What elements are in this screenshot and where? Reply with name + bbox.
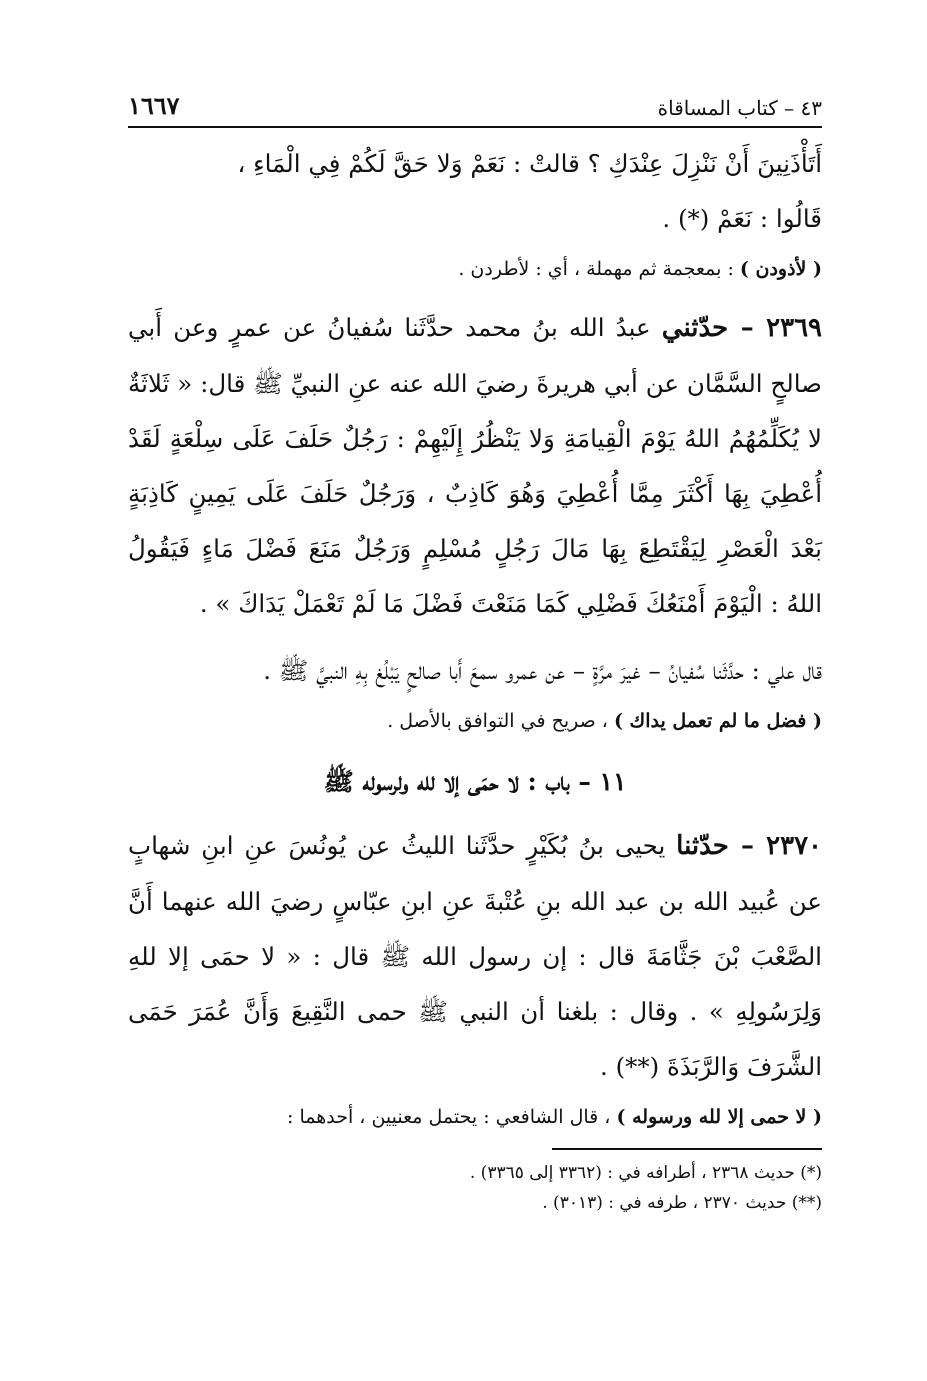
- hadith-2369-text: عبدُ الله بنُ محمد حدَّثَنا سُفيانُ عن عمرٍ وعن أَبي صالحٍ السَّمَّان عن أبي هريرةَ رضيَ الله عنه عنِ النبيِّ ﷺ قال: « ثَلاثَةٌ لا يُكَلِّمُهُمُ اللهُ يَوْمَ الْقِيامَةِ وَلا يَنْظُرُ إِلَيْهِمْ : رَجُلٌ حَلَفَ عَلَى سِلْعَةٍ لَقَدْ أُعْطِيَ بِهَا أَكْثَرَ مِمَّا أُعْطِيَ وَهُوَ كَاذِبٌ ، وَرَجُلٌ حَلَفَ عَلَى يَمِينٍ كَاذِبَةٍ بَعْدَ الْعَصْرِ لِيَقْتَطِعَ بِهَا مَالَ رَجُلٍ مُسْلِمٍ وَرَجُلٌ مَنَعَ فَضْلَ مَاءٍ فَيَقُولُ اللهُ : الْيَوْمَ أَمْنَعُكَ فَضْلِي كَمَا مَنَعْتَ فَضْلَ مَا لَمْ تَعْمَلْ يَدَاكَ » .: [128, 313, 822, 618]
- commentary-text-3: ، قال الشافعي : يحتمل معنيين ، أحدهما :: [287, 1106, 617, 1128]
- continued-text: [128, 136, 822, 246]
- page-header: [128, 84, 822, 120]
- chapter-title: ٤٣ – كتاب المساقاة: [657, 96, 822, 120]
- hadith-2370: [128, 818, 822, 1094]
- commentary-note-1: [128, 252, 822, 286]
- chapter-heading: ١١ – باب : لا حمَى إلا لله ولرسوله ﷺ: [323, 767, 627, 796]
- hadith-2370-text: يحيى بنُ بُكَيْرٍ حدَّثَنا الليثُ عن يُونُسَ عنِ ابنِ شهابٍ عن عُبيد الله بن عبد الله بنِ عُتْبةَ عنِ ابنِ عبّاسٍ رضيَ الله عنهما أَنَّ الصَّعْبَ بْنَ جَثَّامَةَ قال : إن رسول الله ﷺ قال : « لا حمَى إلا للهِ وَلِرَسُولِهِ » . وقال : بلغنا أن النبي ﷺ حمى النَّقِيعَ وَأَنَّ عُمَرَ حَمَى الشَّرَفَ وَالرَّبَذَةَ (**) .: [128, 831, 822, 1081]
- commentary-term-2: ( فضل ما لم تعمل يداك ): [613, 710, 822, 732]
- commentary-text-2: ، صريح في التوافق بالأصل .: [387, 710, 614, 732]
- commentary-term-3: ( لا حمى إلا لله ورسوله ): [616, 1106, 822, 1128]
- header-rule: [128, 126, 822, 128]
- book-page: [128, 84, 822, 1218]
- continued-text-line-1: أَتَأْذَنِينَ أَنْ نَنْزِلَ عِنْدَكِ ؟ قالتْ : نَعَمْ وَلا حَقَّ لَكُمْ فِي الْمَاءِ ،: [237, 149, 822, 178]
- commentary-note-2: [128, 704, 822, 738]
- footnote-2: (**) حديث ٢٣٧٠ ، طرفه في : (٣٠١٣) .: [542, 1193, 822, 1213]
- commentary-note-3: [128, 1100, 822, 1134]
- page-number: ١٦٦٧: [128, 91, 180, 120]
- footnote-rule: [552, 1148, 822, 1150]
- ali-narration: قال علي : حدَّثَنا سُفيانُ – غيرَ مرَّةٍ – عن عمرو سمعَ أَبا صالحٍ يَبْلُغ بِهِ النبيَّ ﷺ .: [263, 656, 822, 685]
- hadith-2370-number: ٢٣٧٠ – حدّثنا: [676, 831, 823, 861]
- continued-text-line-2: قَالُوا : نَعَمْ (*) .: [662, 204, 822, 233]
- hadith-2369: [128, 300, 822, 631]
- commentary-text-1: : بمعجمة ثم مهملة ، أي : لأطردن .: [458, 258, 740, 280]
- footnote-1: (*) حديث ٢٣٦٨ ، أطرافه في : (٣٣٦٢ إلى ٣٣٦٥) .: [469, 1163, 822, 1183]
- hadith-2369-number: ٢٣٦٩ – حدّثني: [661, 313, 822, 343]
- commentary-term-1: ( لأذودن ): [739, 258, 822, 280]
